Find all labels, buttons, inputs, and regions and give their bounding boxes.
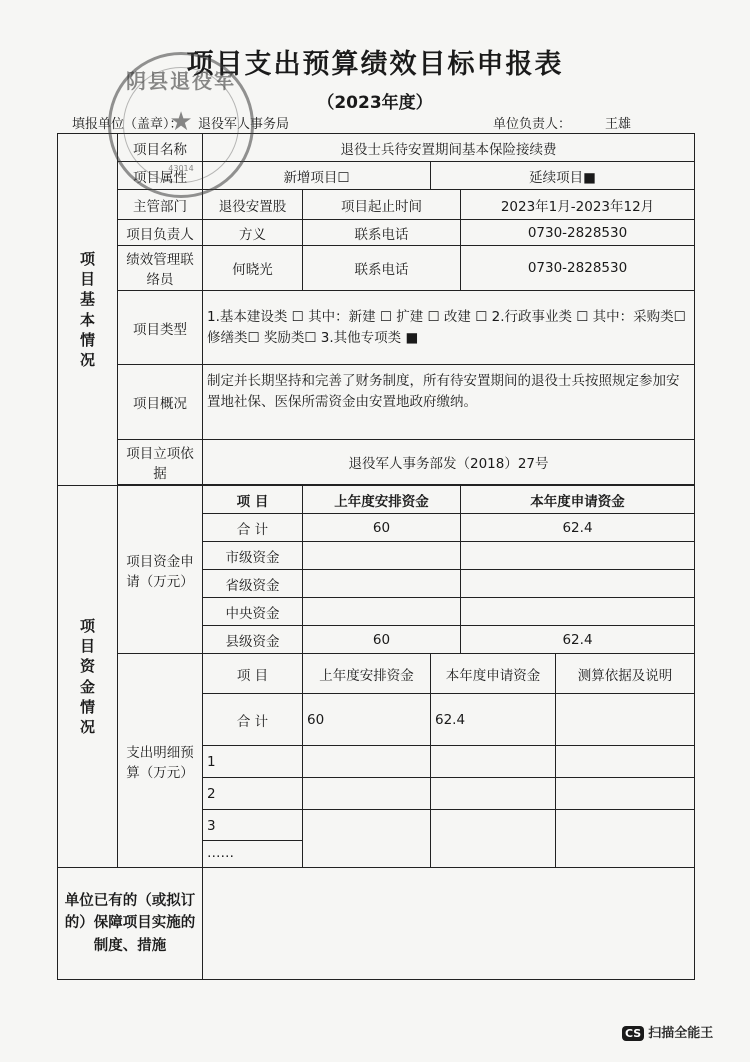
detail-row-item-group [203,810,303,868]
detail-row-ellipsis: …… [207,845,234,861]
fund-header-item: 项 目 [203,486,303,514]
fund-row-item: 市级资金 [203,542,303,570]
type-label: 项目类型 [118,291,203,365]
detail-row-item: 3 [203,812,302,841]
leader-value: 方义 [203,220,303,246]
scanner-watermark: CS 扫描全能王 [622,1022,713,1041]
contact-label: 绩效管理联络员 [118,246,203,291]
contact-phone: 0730-2828530 [461,246,695,291]
detail-row-item: 1 [203,746,303,778]
fund-row-item: 中央资金 [203,598,303,626]
project-name-value: 退役士兵待安置期间基本保险接续费 [203,134,695,162]
fund-row-this [461,598,695,626]
section-basic-label: 项 目 基 本 情 况 [58,134,118,486]
period-label: 项目起止时间 [303,190,461,220]
official-seal-stamp: 阴县退役军 ★ 43014 [108,52,254,198]
detail-total-basis [556,694,695,746]
dept-value: 退役安置股 [203,190,303,220]
dept-label: 主管部门 [118,190,203,220]
detail-header-this: 本年度申请资金 [431,654,556,694]
fund-row-item: 省级资金 [203,570,303,598]
leader-phone: 0730-2828530 [461,220,695,246]
unit-value: 退役军人事务局 [198,117,290,132]
fund-row-this: 62.4 [461,626,695,654]
fund-apply-label: 项目资金申请（万元） [118,486,203,654]
leader-phone-label: 联系电话 [303,220,461,246]
detail-total-this: 62.4 [431,694,556,746]
detail-total-label: 合 计 [203,694,303,746]
attr-continuing-option: 延续项目■ [431,162,695,190]
fund-row-last [303,570,461,598]
fund-row-last [303,598,461,626]
page-title: 项目支出预算绩效目标申报表 [186,49,564,80]
project-attr-label: 项目属性 [118,162,203,190]
overview-value: 制定并长期坚持和完善了财务制度，所有待安置期间的退役士兵按照规定参加安置地社保、医保所需资金由安置地政府缴纳。 [203,365,695,440]
project-name-label: 项目名称 [118,134,203,162]
fund-row-item: 县级资金 [203,626,303,654]
overview-label: 项目概况 [118,365,203,440]
fund-row-last: 60 [303,626,461,654]
measures-value [203,868,695,980]
period-value: 2023年1月-2023年12月 [461,190,695,220]
fund-row-this [461,570,695,598]
unit-label: 填报单位（盖章）： [72,117,183,132]
basis-value: 退役军人事务部发（2018）27号 [203,440,695,485]
fund-header-last: 上年度安排资金 [303,486,461,514]
detail-row-item: 2 [203,778,303,810]
star-icon: ★ [169,107,193,137]
contact-value: 何晓光 [203,246,303,291]
measures-label: 单位已有的（或拟订的）保障项目实施的制度、措施 [58,868,203,980]
fund-row-this: 62.4 [461,514,695,542]
fund-row-last [303,542,461,570]
attr-new-option: 新增项目☐ [203,162,431,190]
fund-row-this [461,542,695,570]
fund-row-item: 合 计 [203,514,303,542]
budget-form-table [57,133,695,980]
fund-header-this: 本年度申请资金 [461,486,695,514]
section-funds-label: 项 目 资 金 情 况 [58,486,118,868]
type-value: 1.基本建设类 ☐ 其中：新建 ☐ 扩建 ☐ 改建 ☐ 2.行政事业类 ☐ 其中：采购类☐ 修缮类☐ 奖励类☐ 3.其他专项类 ■ [203,291,695,365]
contact-phone-label: 联系电话 [303,246,461,291]
detail-total-last: 60 [303,694,431,746]
responsible-label: 单位负责人： [493,117,572,132]
basis-label: 项目立项依据 [118,440,203,485]
camscanner-logo-icon: CS [622,1026,644,1041]
responsible-value: 王雄 [605,117,632,132]
detail-header-basis: 测算依据及说明 [556,654,695,694]
fund-row-last: 60 [303,514,461,542]
detail-header-last: 上年度安排资金 [303,654,431,694]
detail-budget-label: 支出明细预算（万元） [118,654,203,868]
leader-label: 项目负责人 [118,220,203,246]
detail-header-item: 项 目 [203,654,303,694]
report-year: （2023年度） [317,93,433,113]
